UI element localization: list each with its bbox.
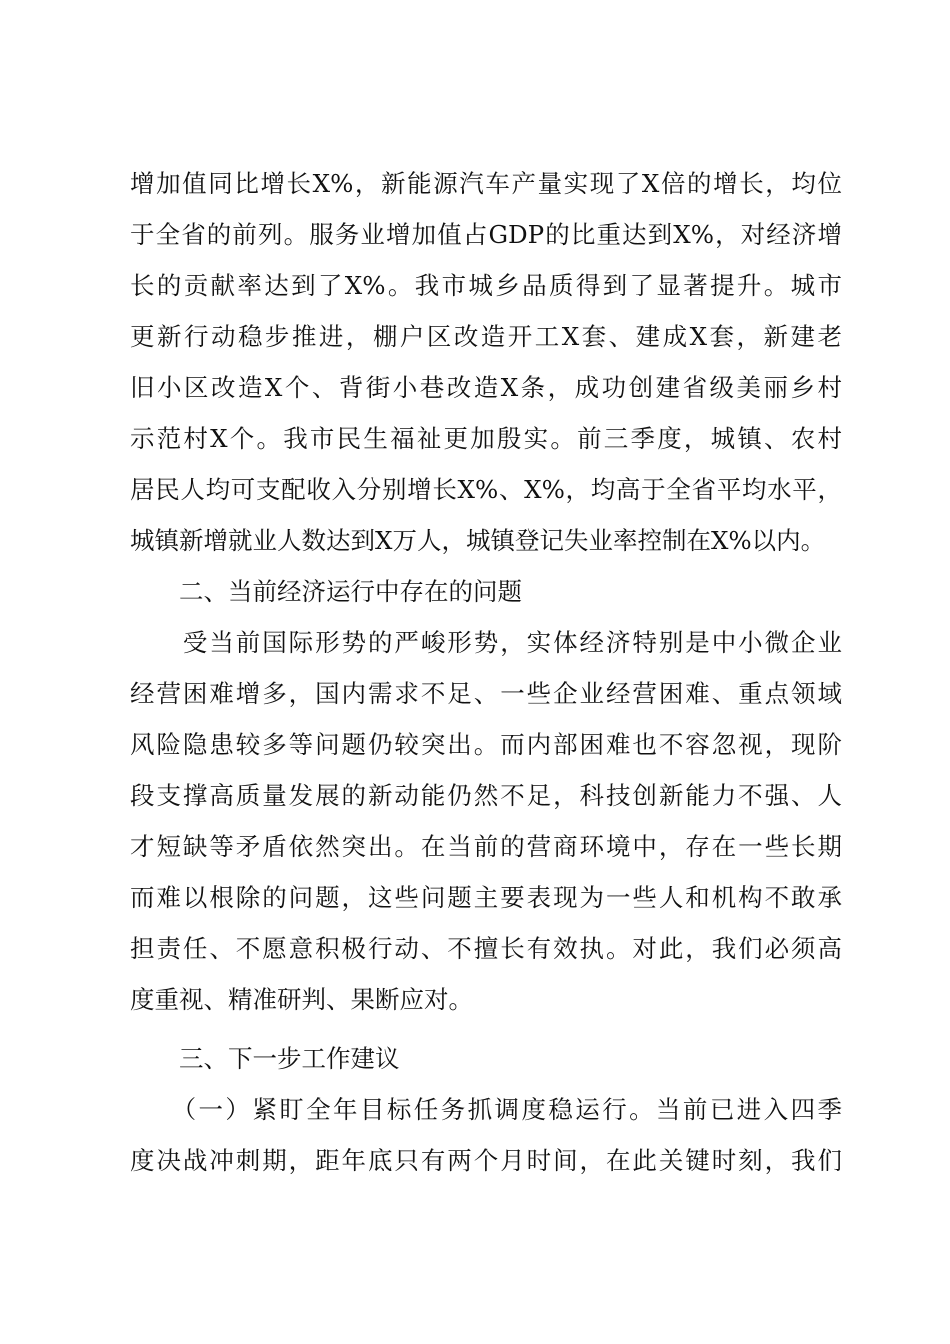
paragraph-line: （一）紧盯全年目标任务抓调度稳运行。当前已进入四季 bbox=[130, 1095, 842, 1124]
document-body bbox=[130, 158, 842, 1186]
paragraph-line: 经营困难增多，国内需求不足、一些企业经营困难、重点领域 bbox=[130, 679, 842, 708]
paragraph-line: 增加值同比增长X%，新能源汽车产量实现了X倍的增长，均位 bbox=[130, 169, 842, 198]
spacer bbox=[130, 1025, 842, 1033]
paragraph-line: 而难以根除的问题，这些问题主要表现为一些人和机构不敢承 bbox=[130, 883, 842, 912]
paragraph-line: 担责任、不愿意积极行动、不擅长有效执。对此，我们必须高 bbox=[130, 934, 842, 963]
paragraph-line: 示范村X个。我市民生福祉更加殷实。前三季度，城镇、农村 bbox=[130, 424, 842, 453]
paragraph-line: 于全省的前列。服务业增加值占GDP的比重达到X%，对经济增 bbox=[130, 220, 842, 249]
paragraph-line: 才短缺等矛盾依然突出。在当前的营商环境中，存在一些长期 bbox=[130, 832, 842, 861]
paragraph-line: 旧小区改造X个、背街小巷改造X条，成功创建省级美丽乡村 bbox=[130, 373, 842, 402]
paragraph-line: 城镇新增就业人数达到X万人，城镇登记失业率控制在X%以内。 bbox=[130, 526, 826, 555]
paragraph-line: 度重视、精准研判、果断应对。 bbox=[130, 985, 473, 1014]
section-heading-3: 三、下一步工作建议 bbox=[179, 1044, 400, 1073]
section-heading-2: 二、当前经济运行中存在的问题 bbox=[179, 577, 522, 606]
paragraph-line: 更新行动稳步推进，棚户区改造开工X套、建成X套，新建老 bbox=[130, 322, 842, 351]
paragraph-line: 风险隐患较多等问题仍较突出。而内部困难也不容忽视，现阶 bbox=[130, 730, 842, 759]
paragraph-line: 居民人均可支配收入分别增长X%、X%，均高于全省平均水平， bbox=[130, 475, 842, 504]
paragraph-line: 长的贡献率达到了X%。我市城乡品质得到了显著提升。城市 bbox=[130, 271, 842, 300]
paragraph-line: 度决战冲刺期，距年底只有两个月时间，在此关键时刻，我们 bbox=[130, 1146, 842, 1175]
paragraph-line: 受当前国际形势的严峻形势，实体经济特别是中小微企业 bbox=[130, 628, 842, 657]
paragraph-line: 段支撑高质量发展的新动能仍然不足，科技创新能力不强、人 bbox=[130, 781, 842, 810]
